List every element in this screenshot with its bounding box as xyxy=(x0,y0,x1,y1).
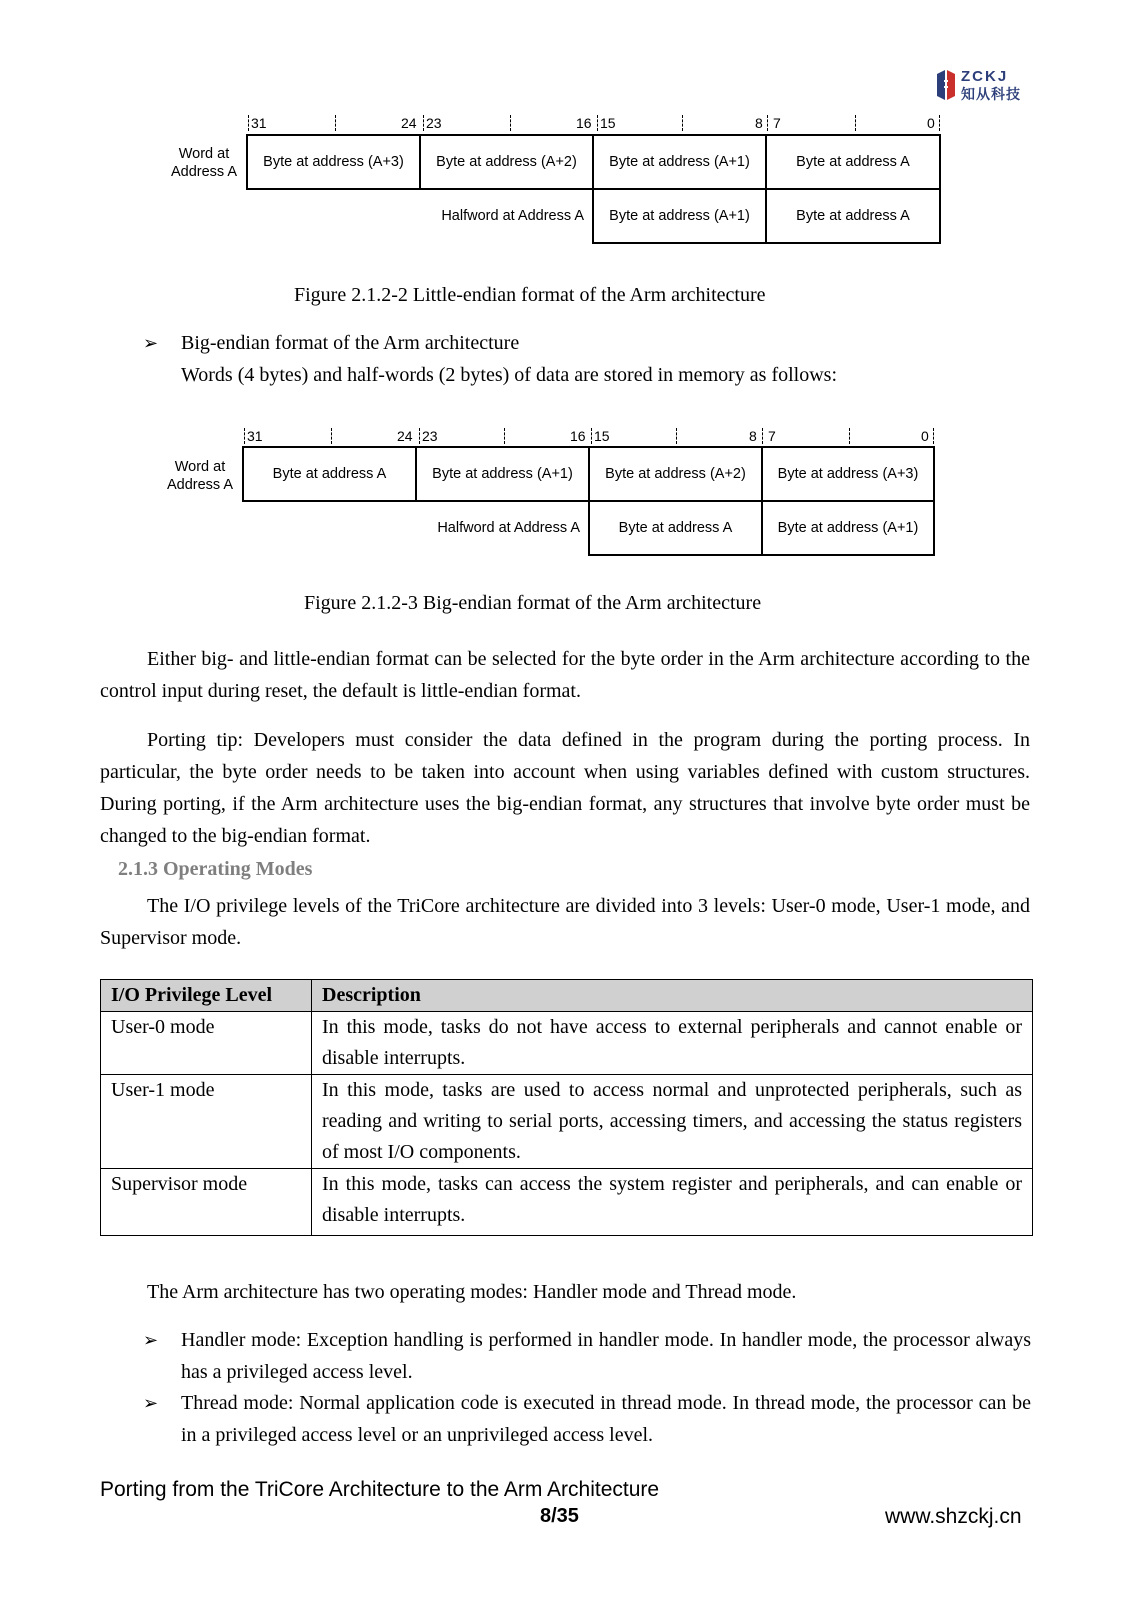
logo-chinese-name: 知从科技 xyxy=(961,86,1021,102)
word-byte-cell: Byte at address (A+2) xyxy=(419,134,594,190)
bit-label: 7 xyxy=(768,428,776,444)
bit-label: 16 xyxy=(576,115,592,131)
bit-divider xyxy=(331,428,332,444)
word-byte-cell: Byte at address (A+3) xyxy=(246,134,421,190)
word-byte-cell: Byte at address (A+1) xyxy=(592,134,767,190)
bit-divider xyxy=(248,115,249,131)
arrow-bullet-icon: ➢ xyxy=(143,1330,159,1350)
paragraph-arm-modes: The Arm architecture has two operating modes: Handler mode and Thread mode. xyxy=(147,1281,797,1303)
bit-label: 31 xyxy=(251,115,267,131)
footer-url[interactable]: www.shzckj.cn xyxy=(885,1505,1022,1528)
table-row xyxy=(101,1012,1033,1075)
word-byte-cell: Byte at address A xyxy=(242,446,417,502)
bit-label: 24 xyxy=(401,115,417,131)
bit-divider xyxy=(335,115,336,131)
halfword-byte-cell: Byte at address (A+1) xyxy=(761,500,935,556)
bit-divider xyxy=(419,428,420,444)
arrow-bullet-icon: ➢ xyxy=(143,333,159,353)
bit-divider xyxy=(762,428,763,444)
figure-caption: Figure 2.1.2-3 Big-endian format of the Arm architecture xyxy=(304,592,762,614)
paragraph-endian-selection: Either big- and little-endian format can be selected for the byte order in the Arm architecture according to the control input during reset, the default is little-endian format. xyxy=(100,648,1030,702)
table-row xyxy=(101,1075,1033,1169)
bit-label: 15 xyxy=(594,428,610,444)
logo-mark-icon xyxy=(935,70,957,100)
privilege-level-cell: Supervisor mode xyxy=(101,1169,312,1236)
bit-divider xyxy=(767,115,768,131)
bit-label: 15 xyxy=(600,115,616,131)
little-endian-diagram xyxy=(160,115,950,250)
bit-label: 8 xyxy=(749,428,757,444)
word-byte-cell: Byte at address A xyxy=(765,134,941,190)
bit-divider xyxy=(244,428,245,444)
bit-label: 23 xyxy=(422,428,438,444)
table-row xyxy=(101,1169,1033,1236)
footer-document-title: Porting from the TriCore Architecture to the Arm Architecture xyxy=(100,1478,660,1501)
halfword-label: Halfword at Address A xyxy=(441,208,584,224)
privilege-level-table xyxy=(100,979,1033,1236)
row-label-word: Word at Address A xyxy=(166,459,234,493)
arrow-bullet-icon: ➢ xyxy=(143,1393,159,1413)
big-endian-diagram xyxy=(156,428,946,563)
page-number: 8/35 xyxy=(540,1505,579,1527)
paragraph-porting-tip: Porting tip: Developers must consider the data defined in the program during the porting process. In particular, the byte order needs to be taken into account when using variables defined with custom structures. During porting, if the Arm architecture uses the big-endian format, any structures that involve byte order must be changed to the big-endian format. xyxy=(100,729,1030,847)
paragraph-tricore-levels: The I/O privilege levels of the TriCore architecture are divided into 3 levels: User-0 mode, User-1 mode, and Supervisor mode. xyxy=(100,895,1030,949)
bit-divider xyxy=(849,428,850,444)
bit-divider xyxy=(504,428,505,444)
bit-divider xyxy=(591,428,592,444)
halfword-byte-cell: Byte at address A xyxy=(765,188,941,244)
column-header: Description xyxy=(312,980,1033,1012)
bit-divider xyxy=(597,115,598,131)
bit-divider xyxy=(855,115,856,131)
description-cell: In this mode, tasks can access the system register and peripherals, and can enable or disable interrupts. xyxy=(312,1169,1033,1236)
description-cell: In this mode, tasks are used to access normal and unprotected peripherals, such as reading and writing to serial ports, accessing timers, and accessing the status registers of most I/O components. xyxy=(312,1075,1033,1169)
bullet-text: Thread mode: Normal application code is executed in thread mode. In thread mode, the processor can be in a privileged access level or an unprivileged access level. xyxy=(181,1392,1031,1446)
bit-label: 16 xyxy=(570,428,586,444)
bit-label: 8 xyxy=(755,115,763,131)
column-header: I/O Privilege Level xyxy=(101,980,312,1012)
company-logo xyxy=(935,68,1035,104)
word-byte-cell: Byte at address (A+3) xyxy=(761,446,935,502)
halfword-label: Halfword at Address A xyxy=(437,520,580,536)
bit-label: 0 xyxy=(927,115,935,131)
bit-divider xyxy=(933,428,934,444)
halfword-byte-cell: Byte at address (A+1) xyxy=(592,188,767,244)
bit-label: 0 xyxy=(921,428,929,444)
bullet-title: Big-endian format of the Arm architecture xyxy=(181,332,520,354)
halfword-byte-cell: Byte at address A xyxy=(588,500,763,556)
bullet-item xyxy=(143,1324,1033,1388)
bit-label: 31 xyxy=(247,428,263,444)
bit-divider xyxy=(510,115,511,131)
bit-label: 23 xyxy=(426,115,442,131)
description-cell: In this mode, tasks do not have access to external peripherals and cannot enable or disable interrupts. xyxy=(312,1012,1033,1075)
logo-wordmark: ZCKJ xyxy=(961,68,1009,85)
privilege-level-cell: User-0 mode xyxy=(101,1012,312,1075)
bit-label: 7 xyxy=(773,115,781,131)
bullet-item xyxy=(143,1387,1033,1451)
bit-label: 24 xyxy=(397,428,413,444)
table-header-row xyxy=(101,980,1033,1012)
bullet-text: Words (4 bytes) and half-words (2 bytes) of data are stored in memory as follows: xyxy=(181,364,837,386)
bullet-text: Handler mode: Exception handling is performed in handler mode. In handler mode, the processor always has a privileged access level. xyxy=(181,1329,1031,1383)
bullet-item xyxy=(143,327,1033,391)
privilege-level-cell: User-1 mode xyxy=(101,1075,312,1169)
row-label-word: Word at Address A xyxy=(170,146,238,180)
bit-divider xyxy=(676,428,677,444)
figure-caption: Figure 2.1.2-2 Little-endian format of the Arm architecture xyxy=(294,284,766,306)
word-byte-cell: Byte at address (A+1) xyxy=(415,446,590,502)
word-byte-cell: Byte at address (A+2) xyxy=(588,446,763,502)
bit-divider xyxy=(682,115,683,131)
bit-divider xyxy=(423,115,424,131)
section-heading: 2.1.3 Operating Modes xyxy=(118,858,313,880)
bit-divider xyxy=(939,115,940,131)
